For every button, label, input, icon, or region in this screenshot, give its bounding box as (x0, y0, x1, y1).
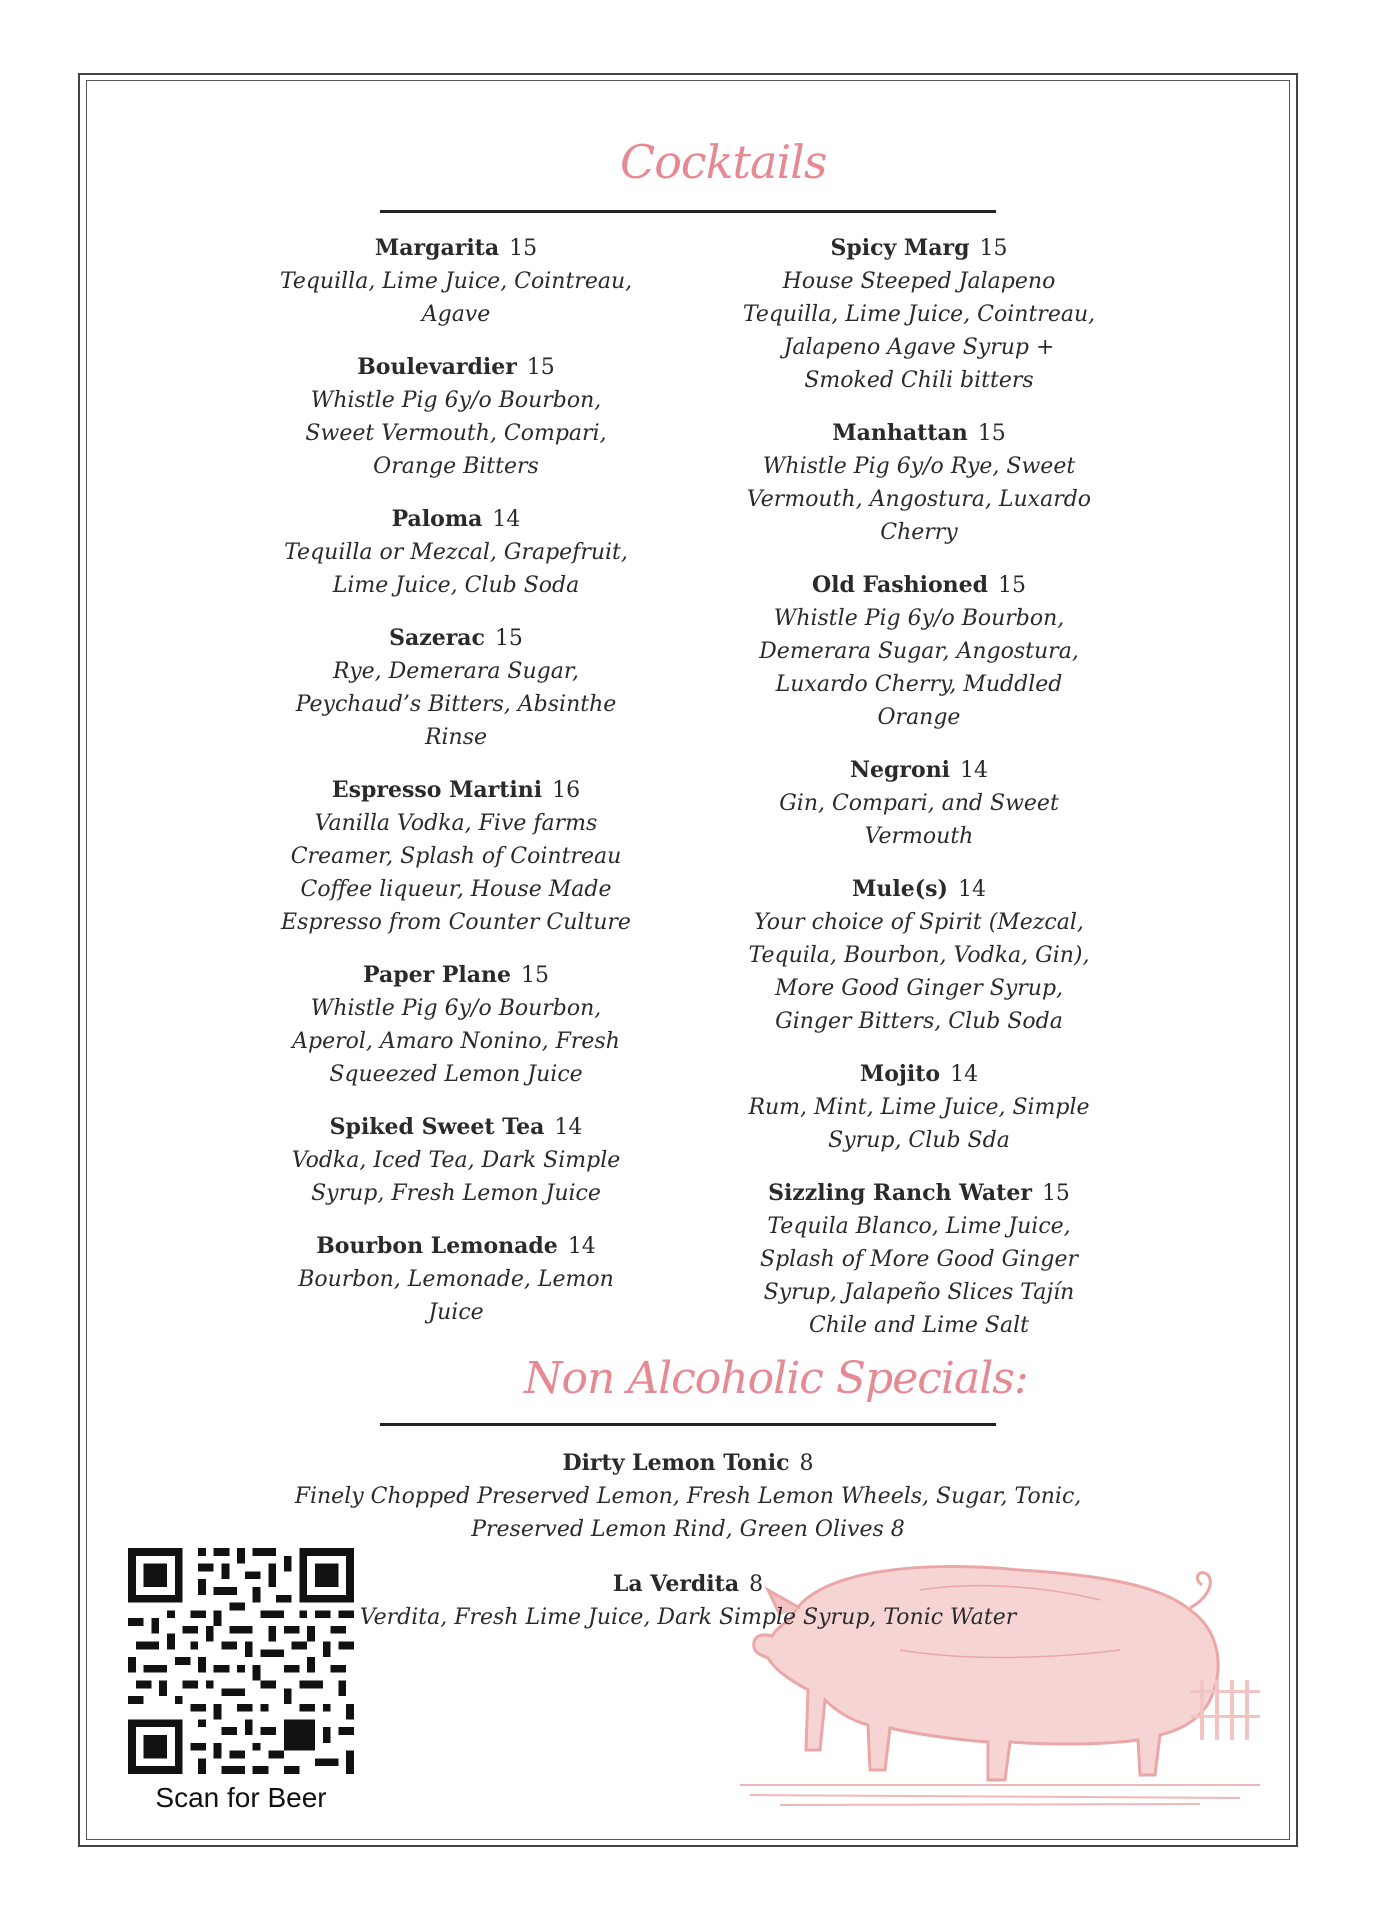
item-price: 15 (1041, 1181, 1070, 1206)
item-description: Vodka, Iced Tea, Dark Simple Syrup, Fresh Lemon Juice (291, 1148, 621, 1206)
item-description: Rye, Demerara Sugar, Peychaud’s Bitters, Absinthe Rinse (295, 659, 617, 750)
item-price: 14 (960, 758, 989, 783)
qr-code[interactable] (128, 1548, 354, 1774)
menu-item (246, 622, 666, 754)
item-description: House Steeped Jalapeno Tequilla, Lime Juice, Cointreau, Jalapeno Agave Syrup + Smoked Chili bitters (742, 269, 1096, 393)
item-description: Whistle Pig 6y/o Bourbon, Sweet Vermouth, Compari, Orange Bitters (305, 388, 607, 479)
item-description: Vanilla Vodka, Five farms Creamer, Splash of Cointreau Coffee liqueur, House Made Espresso from Counter Culture (281, 811, 631, 935)
menu-item (709, 569, 1129, 734)
item-name: Dirty Lemon Tonic (562, 1450, 790, 1476)
menu-item (709, 754, 1129, 853)
item-name: Sizzling Ranch Water (768, 1180, 1032, 1206)
cocktails-heading: Cocktails (620, 135, 827, 189)
item-name: Margarita (374, 235, 500, 261)
item-description: Gin, Compari, and Sweet Vermouth (779, 791, 1059, 849)
item-description: Tequila Blanco, Lime Juice, Splash of More Good Ginger Syrup, Jalapeño Slices Tajín Chile and Lime Salt (760, 1214, 1078, 1338)
item-description: Bourbon, Lemonade, Lemon Juice (298, 1267, 614, 1325)
item-description: Verdita, Fresh Lime Juice, Dark Simple Syrup, Tonic Water (359, 1605, 1017, 1630)
item-name: Manhattan (832, 420, 968, 446)
non-alcoholic-heading: Non Alcoholic Specials: (524, 1353, 1028, 1404)
item-name: La Verdita (612, 1571, 740, 1597)
item-name: Spicy Marg (830, 235, 970, 261)
item-price: 8 (799, 1451, 814, 1476)
menu-item (709, 1177, 1129, 1342)
cocktails-left-column (246, 232, 666, 1349)
item-price: 15 (494, 626, 523, 651)
item-name: Paper Plane (363, 962, 511, 988)
item-name: Paloma (391, 506, 483, 532)
menu-item (246, 1111, 666, 1210)
item-name: Boulevardier (357, 354, 517, 380)
item-name: Mojito (859, 1061, 941, 1087)
item-name: Mule(s) (852, 876, 948, 902)
item-description: Whistle Pig 6y/o Bourbon, Demerara Sugar, Angostura, Luxardo Cherry, Muddled Orange (759, 606, 1079, 730)
item-description: Whistle Pig 6y/o Bourbon, Aperol, Amaro Nonino, Fresh Squeezed Lemon Juice (292, 996, 620, 1087)
menu-item (709, 232, 1129, 397)
item-price: 14 (567, 1234, 596, 1259)
item-price: 14 (554, 1115, 583, 1140)
item-price: 15 (509, 236, 538, 261)
item-description: Finely Chopped Preserved Lemon, Fresh Lemon Wheels, Sugar, Tonic, Preserved Lemon Rind, Green Olives 8 (294, 1484, 1082, 1542)
menu-item (246, 503, 666, 602)
item-price: 15 (520, 963, 549, 988)
non-alcoholic-item (200, 1447, 1176, 1546)
item-description: Rum, Mint, Lime Juice, Simple Syrup, Club Sda (748, 1095, 1090, 1153)
menu-item (709, 1058, 1129, 1157)
menu-item (246, 351, 666, 483)
menu-item (709, 873, 1129, 1038)
menu-item (709, 417, 1129, 549)
item-name: Negroni (849, 757, 951, 783)
item-name: Sazerac (389, 625, 485, 651)
menu-item (246, 1230, 666, 1329)
menu-item (246, 232, 666, 331)
menu-item (246, 774, 666, 939)
item-name: Bourbon Lemonade (316, 1233, 558, 1259)
item-name: Espresso Martini (331, 777, 543, 803)
item-price: 14 (950, 1062, 979, 1087)
qr-label: Scan for Beer (155, 1782, 327, 1813)
item-price: 15 (977, 421, 1006, 446)
item-price: 14 (957, 877, 986, 902)
item-price: 15 (979, 236, 1008, 261)
cocktails-right-column (709, 232, 1129, 1362)
item-description: Your choice of Spirit (Mezcal, Tequila, Bourbon, Vodka, Gin), More Good Ginger Syrup, Ginger Bitters, Club Soda (748, 910, 1090, 1034)
item-name: Spiked Sweet Tea (329, 1114, 545, 1140)
item-price: 15 (998, 573, 1027, 598)
item-price: 16 (552, 778, 581, 803)
item-description: Tequilla, Lime Juice, Cointreau, Agave (279, 269, 633, 327)
cocktails-divider (380, 210, 996, 213)
item-price: 8 (749, 1572, 764, 1597)
non-alcoholic-divider (380, 1423, 996, 1426)
item-description: Tequilla or Mezcal, Grapefruit, Lime Juice, Club Soda (284, 540, 628, 598)
item-price: 14 (492, 507, 521, 532)
menu-item (246, 959, 666, 1091)
item-description: Whistle Pig 6y/o Rye, Sweet Vermouth, Angostura, Luxardo Cherry (746, 454, 1092, 545)
item-name: Old Fashioned (811, 572, 989, 598)
item-price: 15 (526, 355, 555, 380)
